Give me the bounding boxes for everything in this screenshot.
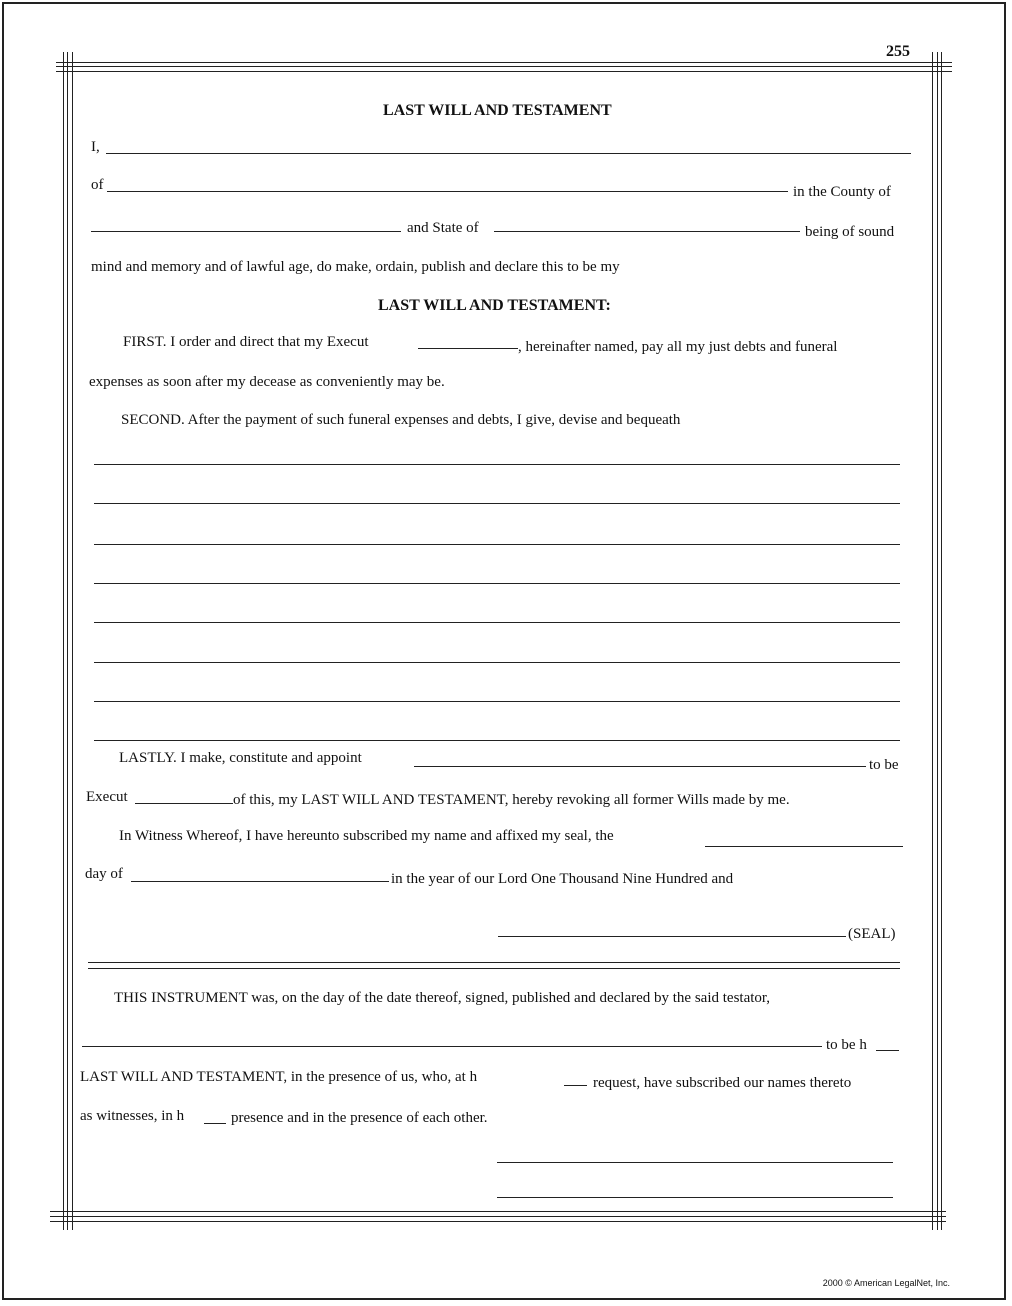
first-clause-text: FIRST. I order and direct that my Execut (123, 334, 369, 350)
request-text: request, have subscribed our names thereto (593, 1075, 852, 1091)
month-field[interactable] (131, 881, 389, 882)
sound-label: being of sound (805, 224, 895, 240)
witness-signature-field[interactable] (497, 1197, 893, 1198)
instrument-text: THIS INSTRUMENT was, on the day of the date thereof, signed, published and declared by the said testator, (114, 990, 771, 1006)
to-be-h-label: to be h (826, 1037, 867, 1053)
state-field[interactable] (494, 231, 800, 232)
document-subtitle: LAST WILL AND TESTAMENT: (378, 297, 611, 314)
pronoun-field-2[interactable] (564, 1085, 587, 1086)
residence-field[interactable] (107, 191, 788, 192)
seal-label: (SEAL) (848, 926, 896, 942)
testator-label: I, (91, 139, 100, 155)
bequest-line[interactable] (94, 503, 900, 504)
revoking-text: of this, my LAST WILL AND TESTAMENT, hereby revoking all former Wills made by me. (233, 792, 790, 808)
pronoun-field-3[interactable] (204, 1123, 226, 1124)
document-title: LAST WILL AND TESTAMENT (383, 102, 612, 119)
executor-suffix-field-2[interactable] (135, 803, 233, 804)
presence-text: LAST WILL AND TESTAMENT, in the presence of us, who, at h (80, 1069, 478, 1085)
state-label: and State of (407, 220, 479, 236)
testator-signature-field[interactable] (498, 936, 846, 937)
bequest-line[interactable] (94, 544, 900, 545)
separator-rule (88, 962, 900, 963)
bequest-line[interactable] (94, 740, 900, 741)
executor-suffix-field[interactable] (418, 348, 518, 349)
testator-name-field[interactable] (106, 153, 911, 154)
second-clause-text: SECOND. After the payment of such funeral expenses and debts, I give, devise and bequeath (121, 412, 681, 428)
bequest-line[interactable] (94, 701, 900, 702)
bequest-line[interactable] (94, 622, 900, 623)
witness-signature-field[interactable] (497, 1162, 893, 1163)
execut-label: Execut (86, 789, 128, 805)
to-be-label: to be (869, 757, 899, 773)
year-of-lord-text: in the year of our Lord One Thousand Nine Hundred and (391, 871, 734, 887)
bequest-line[interactable] (94, 464, 900, 465)
expenses-text: expenses as soon after my decease as conveniently may be. (89, 374, 445, 390)
mind-memory-text: mind and memory and of lawful age, do make, ordain, publish and declare this to be my (91, 259, 620, 275)
day-of-label: day of (85, 866, 123, 882)
county-field[interactable] (91, 231, 401, 232)
page-number: 255 (886, 43, 910, 60)
bequest-line[interactable] (94, 583, 900, 584)
pronoun-field-1[interactable] (876, 1050, 899, 1051)
witness-whereof-text: In Witness Whereof, I have hereunto subscribed my name and affixed my seal, the (119, 828, 614, 844)
county-label: in the County of (793, 184, 891, 200)
presence-each-text: presence and in the presence of each other. (231, 1110, 488, 1126)
separator-rule (88, 968, 900, 969)
first-clause-continuation: , hereinafter named, pay all my just debts and funeral (518, 339, 838, 355)
lastly-clause-text: LASTLY. I make, constitute and appoint (119, 750, 362, 766)
footer-copyright: 2000 © American LegalNet, Inc. (822, 1278, 950, 1288)
as-witnesses-text: as witnesses, in h (80, 1108, 185, 1124)
day-field[interactable] (705, 846, 903, 847)
bequest-line[interactable] (94, 662, 900, 663)
executor-name-field[interactable] (414, 766, 866, 767)
testator-declared-field[interactable] (82, 1046, 822, 1047)
residence-label: of (91, 177, 104, 193)
